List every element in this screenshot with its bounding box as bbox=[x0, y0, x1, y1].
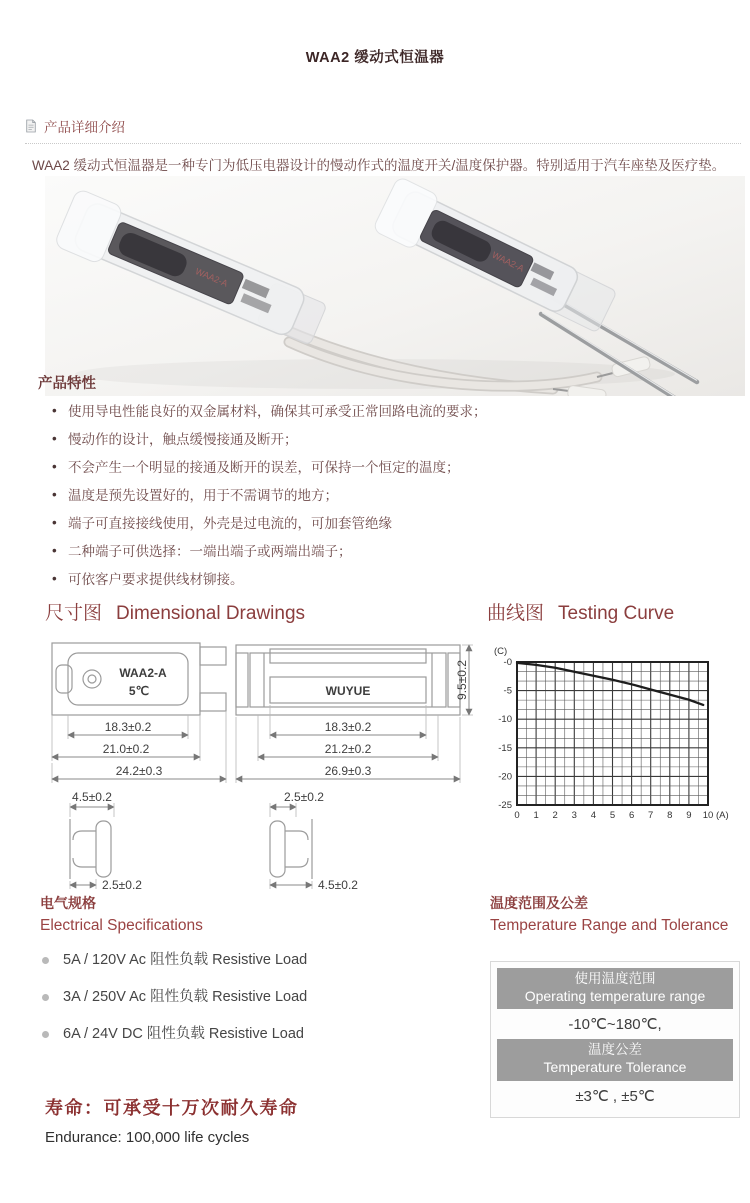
endurance-line-en: Endurance: 100,000 life cycles bbox=[45, 1129, 250, 1146]
bullet-dot-icon bbox=[42, 957, 49, 964]
side-view-a bbox=[70, 790, 142, 892]
y-tick-label: -0 bbox=[503, 657, 512, 668]
electrical-item: 3A / 250V Ac 阻性负载 Resistive Load bbox=[42, 989, 470, 1005]
temperature-table bbox=[490, 961, 740, 1118]
curve-series bbox=[517, 663, 703, 705]
x-tick-label: 10 bbox=[702, 810, 714, 821]
x-tick-label: 6 bbox=[628, 810, 635, 821]
x-tick-label: 2 bbox=[552, 810, 558, 821]
view-a-model: WAA2-A bbox=[119, 666, 167, 680]
product-photo bbox=[45, 176, 745, 396]
dim-b-inner: 18.3±0.2 bbox=[324, 720, 372, 734]
electrical-item: 6A / 24V DC 阻性负载 Resistive Load bbox=[42, 1026, 470, 1042]
dimensional-drawings-header: 尺寸图 Dimensional Drawings bbox=[45, 603, 306, 624]
device-print: WAA2-A bbox=[490, 249, 526, 274]
dim-a-inner: 18.3±0.2 bbox=[104, 720, 152, 734]
x-tick-label: 3 bbox=[571, 810, 577, 821]
features-section bbox=[38, 372, 518, 601]
y-tick-label: -20 bbox=[498, 771, 512, 783]
feature-item: • 使用导电性能良好的双金属材料，确保其可承受正常回路电流的要求； bbox=[52, 405, 518, 419]
intro-header-label: 产品详细介绍 bbox=[44, 120, 125, 135]
side-view-b bbox=[270, 790, 358, 892]
dim-b-outer: 26.9±0.3 bbox=[324, 764, 372, 778]
bullet-dot-icon bbox=[42, 1031, 49, 1038]
y-tick-label: -10 bbox=[498, 714, 512, 726]
x-tick-label: 0 bbox=[514, 810, 520, 821]
device-print: WAA2-A bbox=[193, 266, 230, 289]
view-a-temp: 5℃ bbox=[128, 684, 150, 698]
endurance-line-zh: 寿命：可承受十万次耐久寿命 bbox=[45, 1098, 299, 1118]
y-tick-label: -25 bbox=[498, 800, 512, 811]
top-view-b bbox=[236, 645, 473, 783]
temperature-header-zh: 温度范围及公差 bbox=[490, 895, 588, 911]
temperature-header-en: Temperature Range and Tolerance bbox=[490, 917, 729, 934]
x-tick-label: 1 bbox=[533, 810, 539, 821]
feature-item: • 可依客户要求提供线材铆接。 bbox=[52, 573, 518, 587]
y-tick-label: -15 bbox=[498, 742, 512, 754]
testing-curve-chart bbox=[480, 640, 745, 825]
dim-a-outer: 24.2±0.3 bbox=[115, 764, 163, 778]
table-value-row: -10℃~180℃, bbox=[568, 1016, 662, 1034]
dim-side-a-bottom: 2.5±0.2 bbox=[102, 878, 142, 892]
features-header: 产品特性 bbox=[38, 376, 96, 392]
x-tick-label: 8 bbox=[667, 810, 673, 821]
bullet-dot-icon bbox=[42, 994, 49, 1001]
feature-item: • 温度是预先设置好的，用于不需调节的地方； bbox=[52, 489, 518, 503]
electrical-list bbox=[42, 952, 470, 1042]
dim-side-b-bottom: 4.5±0.2 bbox=[318, 878, 358, 892]
temperature-section bbox=[490, 893, 740, 1118]
features-list bbox=[38, 405, 518, 587]
testing-curve-header: 曲线图 Testing Curve bbox=[487, 603, 675, 624]
x-tick-label: 5 bbox=[609, 810, 616, 821]
feature-item: • 端子可直接接线使用，外壳是过电流的，可加套管绝缘 bbox=[52, 517, 518, 531]
dim-side-b-top: 2.5±0.2 bbox=[284, 790, 324, 804]
x-tick-label: 4 bbox=[590, 810, 597, 821]
dim-a-mid: 21.0±0.2 bbox=[102, 742, 150, 756]
feature-item: • 二种端子可供选择：一端出端子或两端出端子； bbox=[52, 545, 518, 559]
product-description: WAA2 缓动式恒温器是一种专门为低压电器设计的慢动作式的温度开关/温度保护器。特别适用于汽车座垫及医疗垫。 bbox=[32, 158, 726, 173]
table-header-row: 使用温度范围 Operating temperature range bbox=[497, 968, 733, 1009]
document-icon bbox=[25, 119, 37, 133]
feature-item: • 不会产生一个明显的接通及断开的误差，可保持一个恒定的温度； bbox=[52, 461, 518, 475]
dim-b-height: 9.5±0.2 bbox=[455, 660, 469, 700]
dim-side-a-top: 4.5±0.2 bbox=[72, 790, 112, 804]
y-tick-label: -5 bbox=[503, 685, 512, 697]
x-tick-label: 7 bbox=[648, 810, 654, 821]
dim-b-mid: 21.2±0.2 bbox=[324, 742, 372, 756]
page-title: WAA2 缓动式恒温器 bbox=[305, 50, 445, 66]
top-view-a bbox=[52, 643, 226, 783]
table-header-row: 温度公差 Temperature Tolerance bbox=[497, 1039, 733, 1080]
electrical-header-en: Electrical Specifications bbox=[40, 917, 203, 934]
electrical-item: 5A / 120V Ac 阻性负载 Resistive Load bbox=[42, 952, 470, 968]
endurance-section bbox=[45, 1094, 299, 1146]
dimensional-drawings bbox=[40, 637, 475, 893]
intro-section-header bbox=[25, 114, 741, 144]
feature-item: • 慢动作的设计，触点缓慢接通及断开； bbox=[52, 433, 518, 447]
x-tick-label: 9 bbox=[686, 810, 692, 821]
electrical-header-zh: 电气规格 bbox=[40, 895, 96, 911]
table-value-row: ±3℃ , ±5℃ bbox=[575, 1087, 655, 1105]
electrical-section bbox=[40, 893, 470, 1063]
x-axis-unit: (A) bbox=[716, 810, 729, 821]
y-axis-unit: (C) bbox=[494, 646, 508, 657]
view-b-brand: WUYUE bbox=[325, 684, 371, 698]
